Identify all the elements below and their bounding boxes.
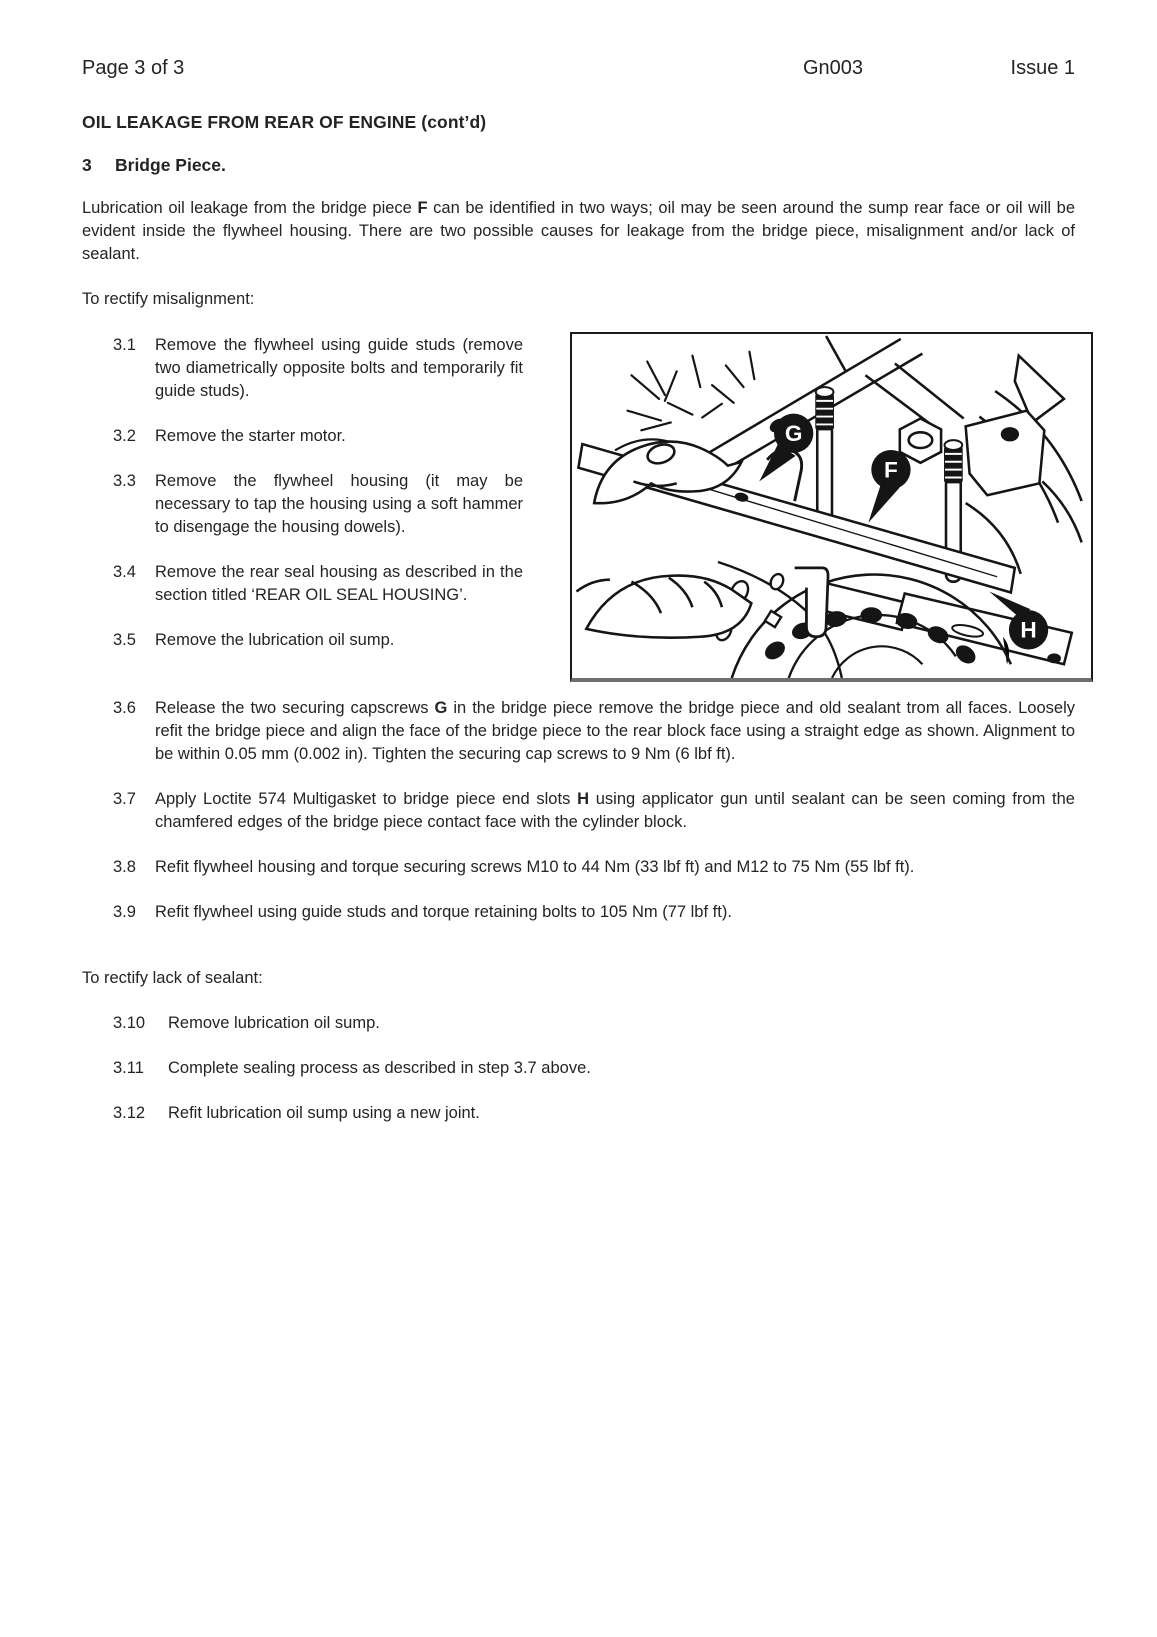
step-3-10 <box>113 1012 1075 1035</box>
step-number: 3.8 <box>113 858 136 876</box>
step-text: Remove the flywheel housing (it may be necessary to tap the housing using a soft hammer to disengage the housing dowels). <box>155 472 523 536</box>
step-number: 3.2 <box>113 427 136 445</box>
step-3-9 <box>113 901 1075 924</box>
step-text: Refit flywheel housing and torque securing screws M10 to 44 Nm (33 lbf ft) and M12 to 75 Nm (55 lbf ft). <box>155 858 915 876</box>
intro-paragraph: Lubrication oil leakage from the bridge piece F can be identified in two ways; oil may be seen around the sump rear face or oil will be evident inside the flywheel housing. There are two possible causes for leakage from the bridge piece, misalignment and/or lack of sealant. <box>82 199 1076 263</box>
step-text: Remove the starter motor. <box>155 427 346 445</box>
page-content <box>82 0 1075 1637</box>
step-number: 3.12 <box>113 1104 146 1122</box>
step-text: Refit lubrication oil sump using a new joint. <box>168 1104 480 1122</box>
document-code: Gn003 <box>803 57 864 79</box>
step-number: 3.6 <box>113 699 136 717</box>
step-3-2 <box>113 425 523 448</box>
rectify-misalignment-label: To rectify misalignment: <box>82 290 255 308</box>
figure-label-f: F <box>884 457 898 483</box>
rectify-sealant-label: To rectify lack of sealant: <box>82 969 263 987</box>
step-text: Refit flywheel using guide studs and torque retaining bolts to 105 Nm (77 lbf ft). <box>155 903 732 921</box>
bridge-piece-figure <box>570 332 1093 682</box>
step-3-12 <box>113 1102 1075 1125</box>
step-text: Remove the rear seal housing as described in the section titled ‘REAR OIL SEAL HOUSING’. <box>155 563 523 604</box>
lower-hand <box>576 576 751 638</box>
figure-label-g: G <box>784 421 803 447</box>
step-3-3 <box>113 470 523 539</box>
document-title: OIL LEAKAGE FROM REAR OF ENGINE (cont’d) <box>82 112 487 132</box>
step-number: 3.11 <box>113 1059 144 1077</box>
steps-misalignment-narrow <box>113 334 523 652</box>
step-number: 3.4 <box>113 563 136 581</box>
step-number: 3.5 <box>113 631 136 649</box>
step-number: 3.9 <box>113 903 136 921</box>
step-text: Remove the lubrication oil sump. <box>155 631 395 649</box>
step-number: 3.3 <box>113 472 136 490</box>
issue-label: Issue 1 <box>1010 57 1075 79</box>
step-text: Complete sealing process as described in step 3.7 above. <box>168 1059 591 1077</box>
step-3-6 <box>113 697 1075 766</box>
step-text: Release the two securing capscrews G in the bridge piece remove the bridge piece and old sealant trom all faces. Loosely refit the bridge piece and align the face of the bridge piece to the rear block face using a straight edge as shown. Alignment to be within 0.05 mm (0.002 in). Tighten the securing cap screws to 9 Nm (6 lbf ft). <box>155 699 1075 763</box>
section-number: 3 <box>82 155 92 175</box>
step-number: 3.1 <box>113 336 136 354</box>
steps-sealant <box>113 1012 1075 1125</box>
step-text: Remove lubrication oil sump. <box>168 1014 380 1032</box>
step-3-5 <box>113 629 523 652</box>
section-title: Bridge Piece. <box>115 155 226 175</box>
steps-misalignment-full <box>113 697 1075 924</box>
step-text: Apply Loctite 574 Multigasket to bridge piece end slots H using applicator gun until sealant can be seen coming from the chamfered edges of the bridge piece contact face with the cylinder block. <box>155 790 1075 831</box>
step-3-1 <box>113 334 523 403</box>
step-3-7 <box>113 788 1075 834</box>
step-3-11 <box>113 1057 1075 1080</box>
step-text: Remove the flywheel using guide studs (remove two diametrically opposite bolts and temporarily fit guide studs). <box>155 336 523 400</box>
hex-bolt <box>900 419 941 463</box>
bridge-piece-illustration <box>572 334 1091 678</box>
step-3-4 <box>113 561 523 607</box>
page-number-label: Page 3 of 3 <box>82 57 185 79</box>
bracket-block <box>966 411 1045 496</box>
section-heading <box>82 155 226 176</box>
step-number: 3.7 <box>113 790 136 808</box>
step-number: 3.10 <box>113 1014 146 1032</box>
callout-f-tail <box>868 483 899 522</box>
figure-label-h: H <box>1020 617 1037 643</box>
step-3-8 <box>113 856 1075 879</box>
